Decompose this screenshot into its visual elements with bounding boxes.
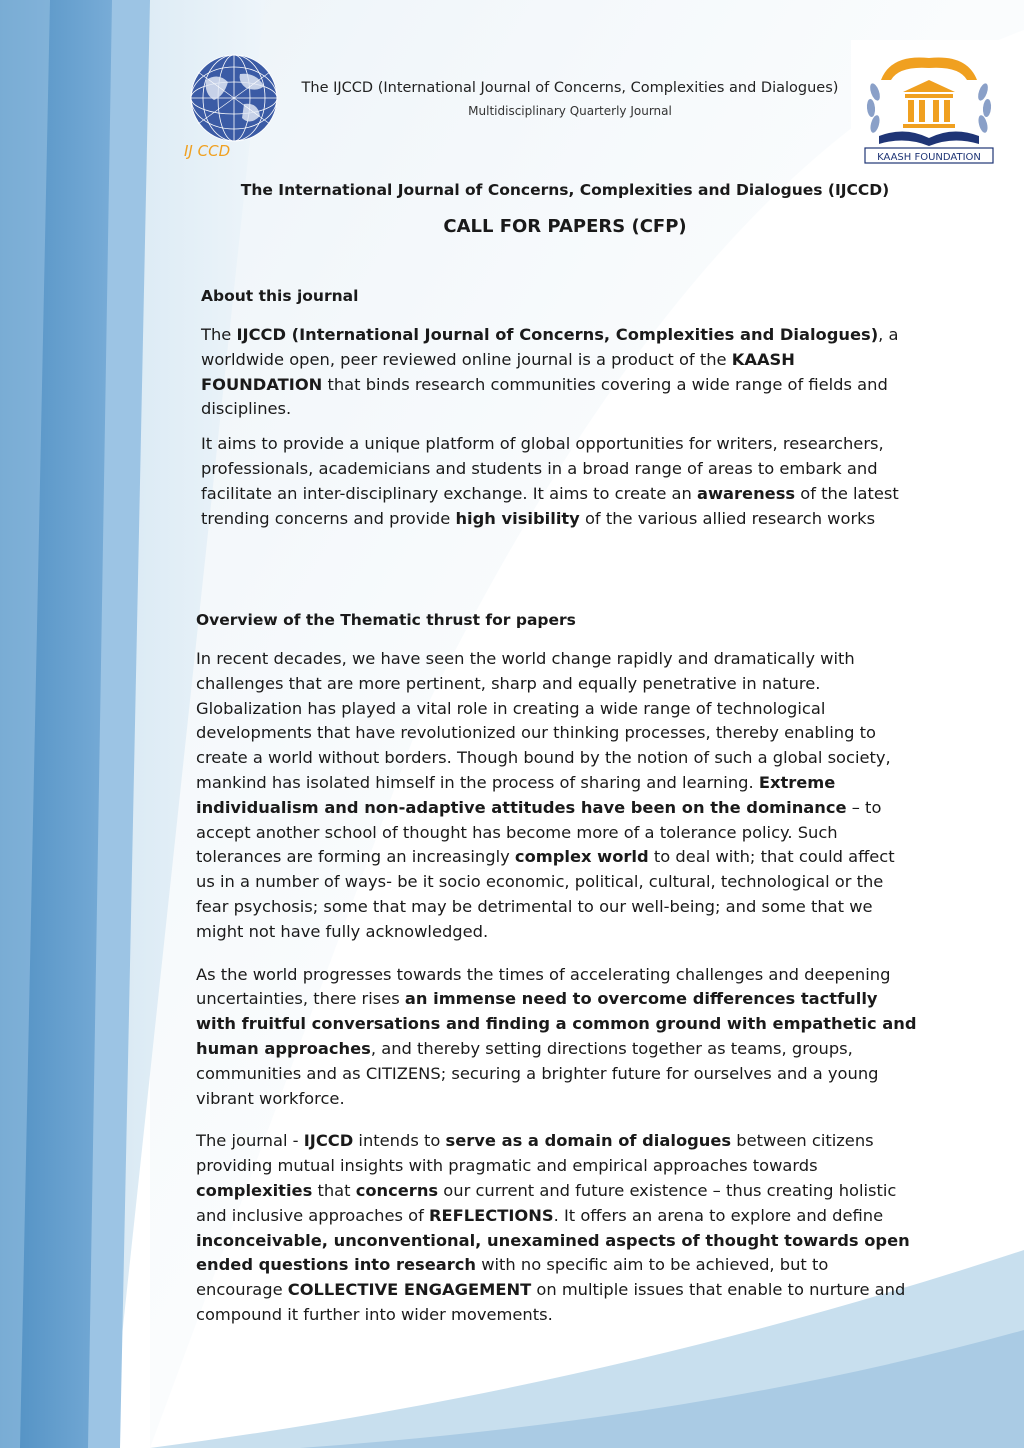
body-text: with no specific aim to be achieved, but to encourage bbox=[196, 1255, 829, 1300]
body-text: As the world progresses towards the times of accelerating challenges and deepening uncertainties, there rises bbox=[196, 964, 891, 1009]
emphasis-text: complexities bbox=[196, 1180, 313, 1200]
body-text: . It offers an arena to explore and define bbox=[553, 1205, 884, 1225]
emphasis-text: inconceivable, unconventional, unexamined aspects of thought towards open ended questions into research bbox=[196, 1230, 910, 1275]
emphasis-text: awareness bbox=[696, 483, 796, 503]
body-text: of the latest trending concerns and provide bbox=[201, 483, 899, 528]
about-paragraph-2 bbox=[201, 432, 921, 531]
emphasis-text: IJCCD bbox=[303, 1131, 354, 1151]
body-text: – to accept another school of thought has become more of a tolerance policy. Such tolerances are forming an increasingly bbox=[196, 797, 882, 867]
emphasis-text: COLLECTIVE ENGAGEMENT bbox=[287, 1280, 532, 1300]
body-text: our current and future existence – thus creating holistic and inclusive approaches of bbox=[196, 1180, 897, 1225]
globe-logo-text: IJ CCD bbox=[184, 142, 231, 160]
call-for-papers-title: CALL FOR PAPERS (CFP) bbox=[443, 216, 687, 237]
overview-heading: Overview of the Thematic thrust for papers bbox=[196, 611, 576, 629]
body-text: of the various allied research works bbox=[579, 508, 876, 528]
ijccd-globe-logo bbox=[184, 52, 288, 164]
overview-paragraph-2 bbox=[196, 963, 918, 1112]
body-text: In recent decades, we have seen the world change rapidly and dramatically with challenges that are more pertinent, sharp and equally penetrative in nature. Globalization has played a vital role in creating a wide range of technological developments that have revolutionized our thinking processes, thereby enabling to create a world without borders. Though bound by the notion of such a global society, mankind has isolated himself in the process of sharing and learning. bbox=[196, 649, 891, 792]
about-paragraph-1 bbox=[201, 323, 921, 422]
journal-full-name: The International Journal of Concerns, Complexities and Dialogues (IJCCD) bbox=[240, 181, 890, 199]
emphasis-text: KAASH FOUNDATION bbox=[201, 349, 795, 394]
emphasis-text: serve as a domain of dialogues bbox=[445, 1131, 732, 1151]
header-frequency-line: Multidisciplinary Quarterly Journal bbox=[468, 104, 672, 118]
body-text: that binds research communities covering a wide range of fields and disciplines. bbox=[201, 374, 888, 419]
about-section bbox=[201, 287, 921, 541]
overview-paragraph-3 bbox=[196, 1129, 918, 1327]
body-text: that bbox=[312, 1180, 356, 1200]
body-text: The journal - bbox=[196, 1131, 304, 1151]
kaash-logo-text: KAASH FOUNDATION bbox=[877, 152, 981, 163]
body-text: The bbox=[201, 325, 237, 344]
body-text: on multiple issues that enable to nurture and compound it further into wider movements. bbox=[196, 1280, 906, 1324]
kaash-foundation-logo bbox=[851, 40, 1007, 168]
body-text: It aims to provide a unique platform of global opportunities for writers, researchers, professionals, academicians and students in a broad range of areas to embark and facilitate an inter-disciplinary exchange. It aims to create an bbox=[201, 434, 884, 503]
emphasis-text: REFLECTIONS bbox=[429, 1205, 554, 1225]
body-text: to deal with; that could affect us in a number of ways- be it socio economic, political, cultural, technological or the fear psychosis; some that may be detrimental to our well-being; and some that we might not have fully acknowledged. bbox=[196, 847, 895, 941]
about-heading: About this journal bbox=[201, 287, 359, 305]
overview-paragraph-1 bbox=[196, 647, 918, 945]
body-text: , a worldwide open, peer reviewed online journal is a product of the bbox=[201, 325, 899, 369]
body-text: between citizens providing mutual insights with pragmatic and empirical approaches towards bbox=[196, 1131, 874, 1176]
emphasis-text: an immense need to overcome differences tactfully with fruitful conversations and finding a common ground with empathetic and human approaches bbox=[196, 989, 917, 1058]
emphasis-text: Extreme individualism and non-adaptive attitudes have been on the dominance bbox=[196, 772, 847, 817]
overview-section bbox=[196, 611, 918, 1346]
emphasis-text: high visibility bbox=[455, 508, 580, 528]
body-text: intends to bbox=[353, 1131, 446, 1151]
header-journal-line: The IJCCD (International Journal of Concerns, Complexities and Dialogues) bbox=[301, 80, 839, 96]
emphasis-text: concerns bbox=[355, 1180, 439, 1200]
emphasis-text: complex world bbox=[514, 847, 649, 867]
body-text: , and thereby setting directions together as teams, groups, communities and as CITIZENS; securing a brighter future for ourselves and a young vibrant workforce. bbox=[196, 1038, 879, 1108]
emphasis-text: IJCCD (International Journal of Concerns, Complexities and Dialogues) bbox=[236, 325, 879, 344]
